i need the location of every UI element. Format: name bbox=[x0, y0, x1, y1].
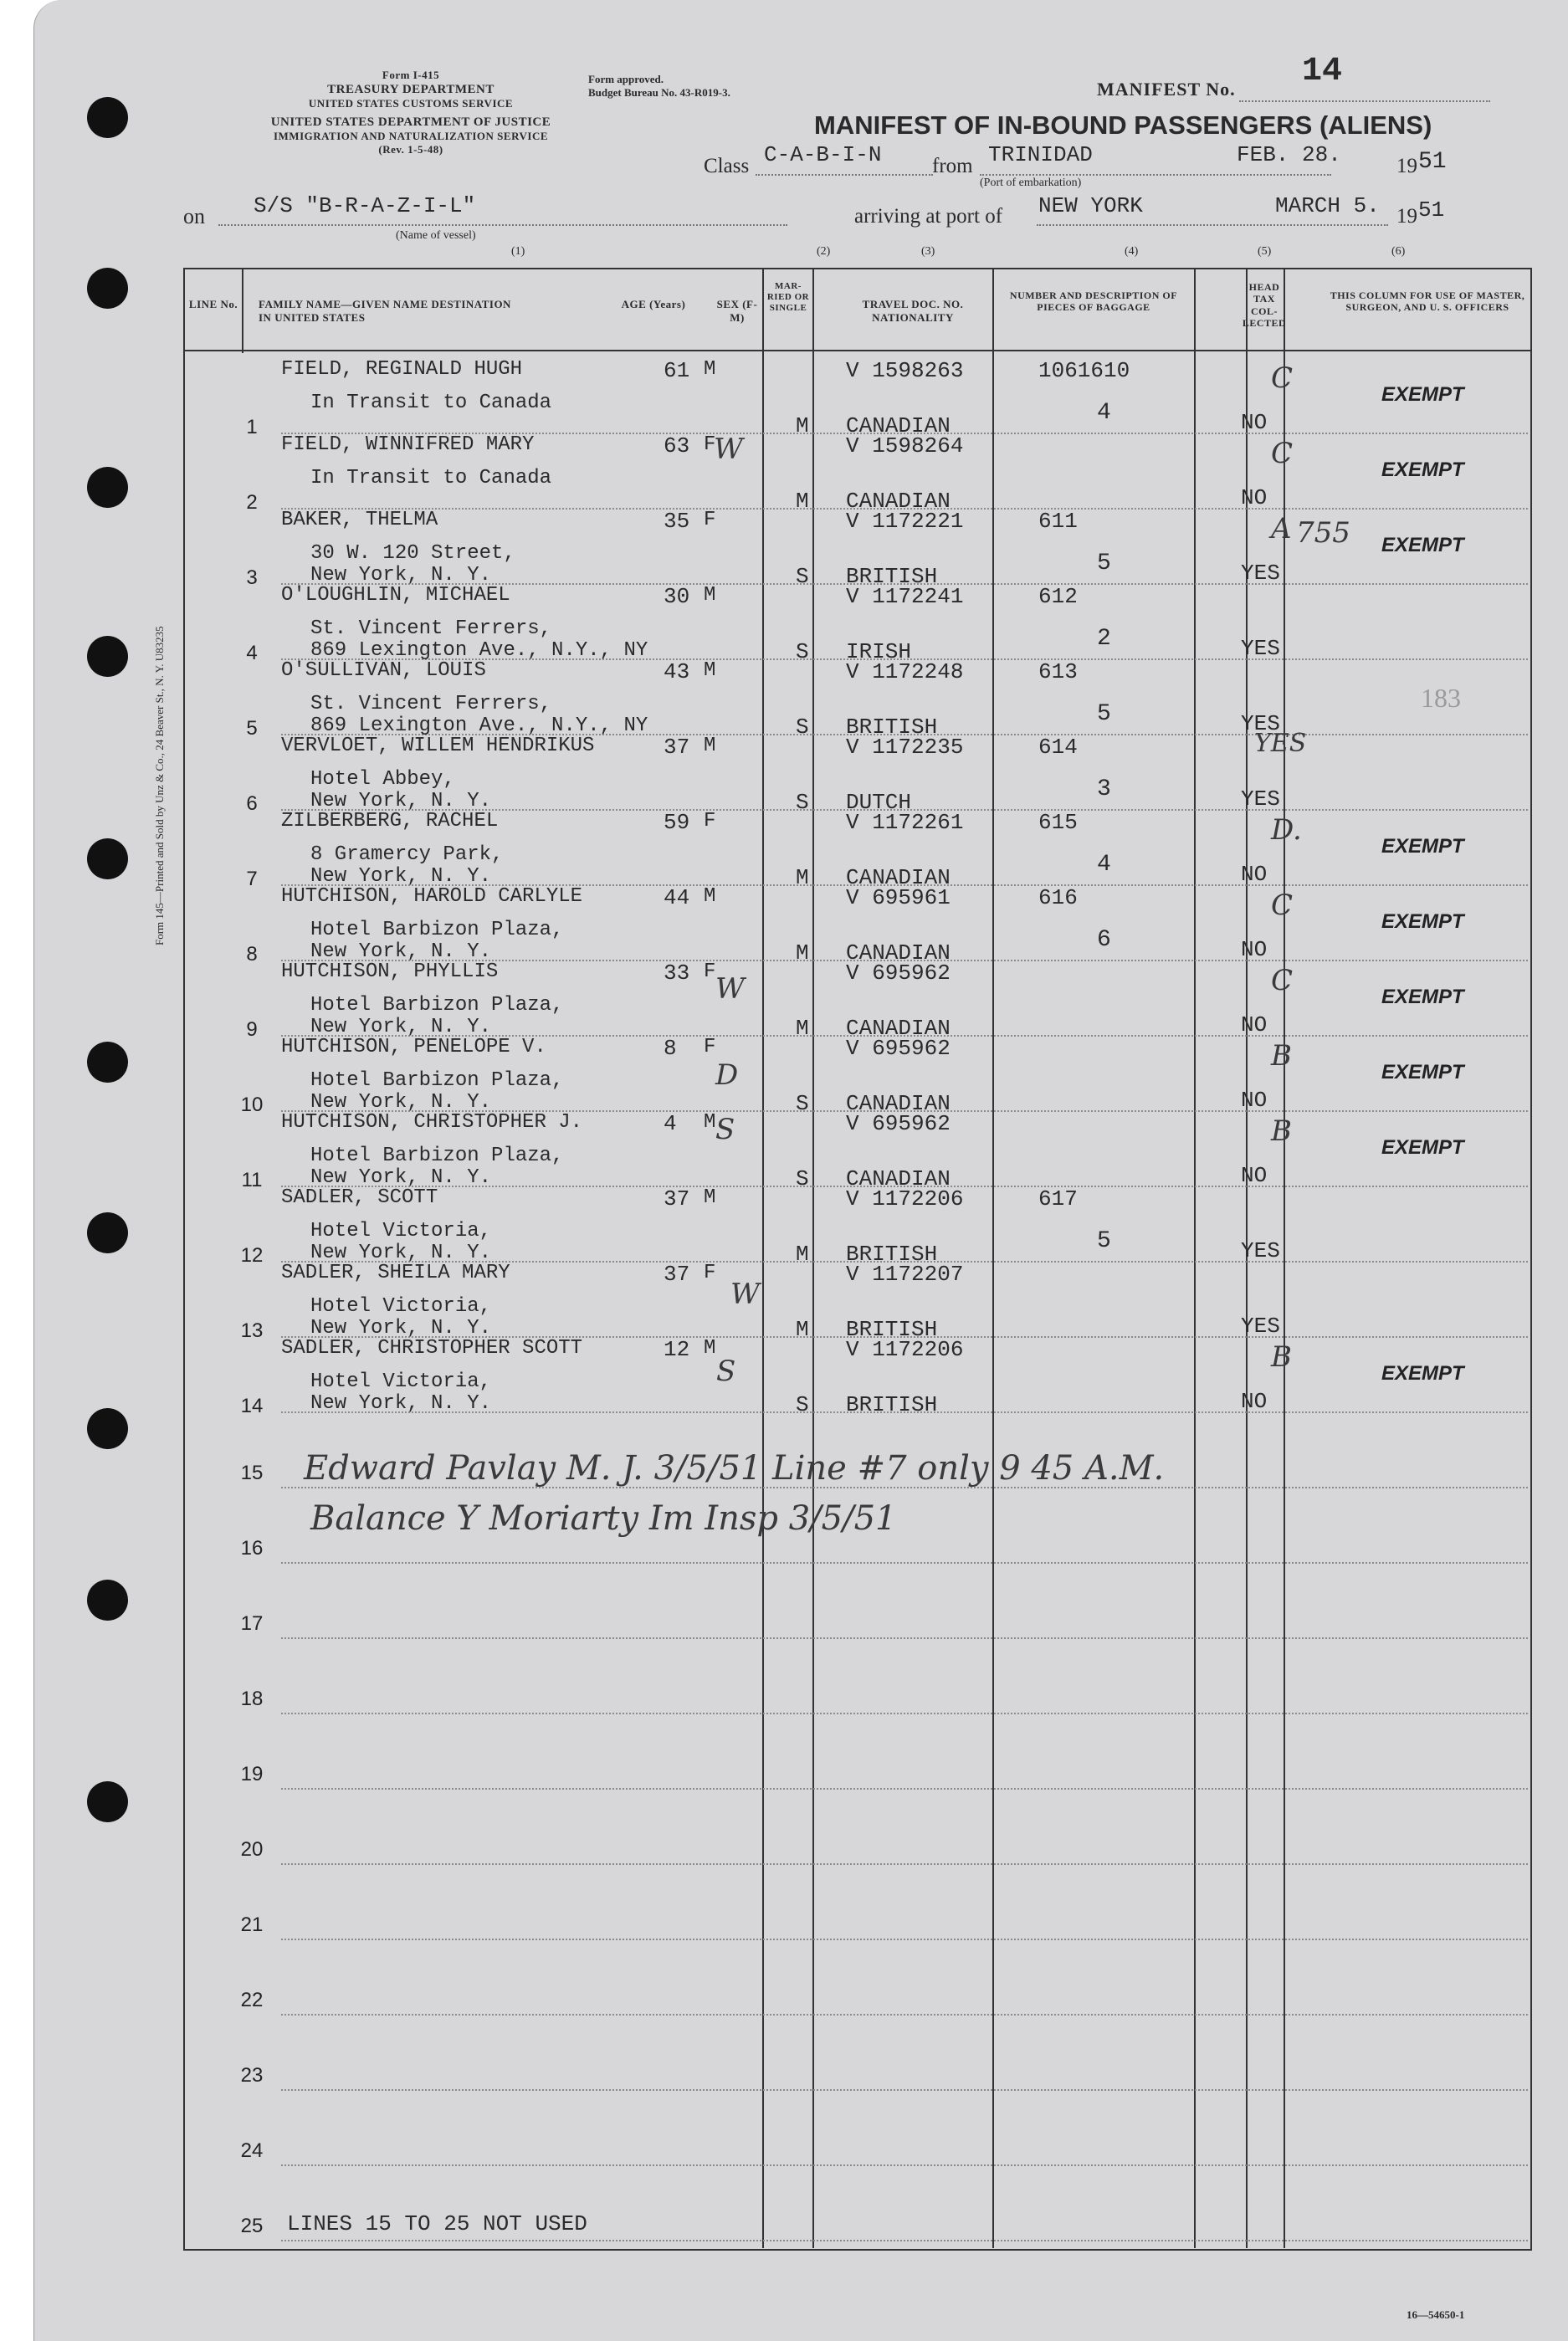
nationality: BRITISH bbox=[846, 564, 938, 589]
passenger-name: SADLER, SHEILA MARY bbox=[281, 1262, 510, 1284]
line-number: 20 bbox=[240, 1838, 264, 1861]
destination-line1: In Transit to Canada bbox=[310, 392, 552, 414]
head-tax: YES bbox=[1241, 1238, 1280, 1263]
travel-doc-no: V 1598264 bbox=[846, 433, 964, 458]
destination-line1: Hotel Victoria, bbox=[310, 1370, 492, 1393]
marital-status: M bbox=[796, 413, 809, 438]
col-divider bbox=[762, 269, 764, 2248]
line-number: 22 bbox=[240, 1989, 264, 2011]
travel-doc-no: V 1172248 bbox=[846, 659, 964, 684]
passenger-name: ZILBERBERG, RACHEL bbox=[281, 810, 499, 832]
destination-line1: St. Vincent Ferrers, bbox=[310, 693, 552, 715]
age: 35 bbox=[664, 509, 690, 534]
faint-stamp-number: 183 bbox=[1421, 683, 1461, 713]
class-label: Class bbox=[704, 155, 750, 177]
arrival-date: MARCH 5. bbox=[1275, 193, 1380, 218]
sex: F bbox=[704, 1262, 716, 1284]
sex: F bbox=[704, 433, 716, 456]
sex: M bbox=[704, 1111, 716, 1134]
punch-hole bbox=[87, 838, 128, 879]
destination-line1: Hotel Barbizon Plaza, bbox=[310, 1069, 564, 1092]
sex-mark: S bbox=[716, 1355, 736, 1388]
arrival-port: NEW YORK bbox=[1038, 193, 1143, 218]
sex: F bbox=[704, 509, 716, 531]
baggage-pieces: 5 bbox=[1097, 1228, 1111, 1254]
age: 4 bbox=[664, 1111, 677, 1136]
officer-mark: EXEMPT bbox=[1381, 458, 1464, 481]
marital-status: S bbox=[796, 790, 809, 815]
arr-year-prefix: 19 bbox=[1396, 205, 1417, 228]
passenger-name: O'LOUGHLIN, MICHAEL bbox=[281, 584, 510, 607]
line-number: 4 bbox=[246, 642, 258, 664]
class-code: C bbox=[1271, 964, 1294, 997]
dotted-line bbox=[756, 174, 933, 176]
class-code: B bbox=[1271, 1114, 1292, 1148]
nationality: CANADIAN bbox=[846, 489, 951, 514]
marital-status: M bbox=[796, 865, 809, 890]
col-num: (5) bbox=[1258, 245, 1272, 258]
age: 61 bbox=[664, 358, 690, 383]
header-officers: THIS COLUMN FOR USE OF MASTER, SURGEON, AND U. S. OFFICERS bbox=[1330, 289, 1525, 314]
line-number: 3 bbox=[246, 566, 258, 589]
punch-hole bbox=[87, 467, 128, 508]
officer-mark: EXEMPT bbox=[1381, 835, 1464, 858]
nationality: DUTCH bbox=[846, 790, 912, 815]
sex: M bbox=[704, 735, 716, 757]
destination-line1: 30 W. 120 Street, bbox=[310, 542, 515, 565]
punch-hole bbox=[87, 1042, 128, 1083]
marital-status: M bbox=[796, 940, 809, 966]
passenger-name: SADLER, SCOTT bbox=[281, 1186, 438, 1209]
baggage-pieces: 5 bbox=[1097, 701, 1111, 727]
sex: M bbox=[704, 1337, 716, 1360]
destination-line2: New York, N. Y. bbox=[310, 865, 492, 888]
col-divider bbox=[1194, 269, 1196, 2248]
passenger-name: VERVLOET, WILLEM HENDRIKUS bbox=[281, 735, 595, 757]
row-rule bbox=[281, 2089, 1528, 2091]
line-number: 9 bbox=[246, 1018, 258, 1041]
travel-doc-no: V 695962 bbox=[846, 1036, 951, 1061]
nationality: CANADIAN bbox=[846, 1166, 951, 1191]
agency-block bbox=[248, 69, 574, 156]
age: 37 bbox=[664, 735, 690, 760]
sex-mark: W bbox=[714, 433, 743, 466]
passenger-name: SADLER, CHRISTOPHER SCOTT bbox=[281, 1337, 583, 1360]
row-rule bbox=[281, 1788, 1528, 1790]
head-tax: YES bbox=[1241, 711, 1280, 736]
baggage-number: 616 bbox=[1038, 885, 1078, 910]
arriving-label: arriving at port of bbox=[854, 205, 1003, 228]
line-number: 5 bbox=[246, 717, 258, 740]
punch-hole bbox=[87, 268, 128, 309]
head-tax: NO bbox=[1241, 485, 1268, 510]
from-label: from bbox=[932, 155, 973, 177]
travel-doc-no: V 1172206 bbox=[846, 1186, 964, 1211]
printer-imprint: Form 145—Printed and Sold by Unz & Co., 24 Beaver St., N. Y. U83235 bbox=[153, 626, 166, 945]
revision: (Rev. 1-5-48) bbox=[378, 142, 443, 156]
officer-mark: EXEMPT bbox=[1381, 1061, 1464, 1083]
manifest-page bbox=[33, 0, 1568, 2341]
nationality: CANADIAN bbox=[846, 865, 951, 890]
baggage-number: 614 bbox=[1038, 735, 1078, 760]
header-age: AGE (Years) bbox=[621, 298, 686, 310]
travel-doc-no: V 1172207 bbox=[846, 1262, 964, 1287]
inspector-note-line15: Edward Pavlay M. J. 3/5/51 Line #7 only 9 45 A.M. bbox=[304, 1449, 1165, 1488]
baggage-number: 1061610 bbox=[1038, 358, 1130, 383]
header-baggage: NUMBER AND DESCRIPTION OF PIECES OF BAGGAGE bbox=[1009, 289, 1178, 314]
class-code: C bbox=[1271, 361, 1294, 395]
destination-line1: 8 Gramercy Park, bbox=[310, 843, 504, 866]
customs-service: UNITED STATES CUSTOMS SERVICE bbox=[308, 96, 514, 110]
header-line: LINE No. bbox=[188, 298, 238, 310]
head-tax: YES bbox=[1241, 1314, 1280, 1339]
line-number: 24 bbox=[240, 2139, 264, 2162]
dotted-line bbox=[218, 224, 787, 226]
baggage-pieces: 5 bbox=[1097, 551, 1111, 576]
col-num: (6) bbox=[1391, 245, 1406, 258]
arr-year: 51 bbox=[1418, 197, 1445, 223]
head-tax: YES bbox=[1241, 786, 1280, 812]
head-tax: NO bbox=[1241, 937, 1268, 962]
officer-mark: EXEMPT bbox=[1381, 383, 1464, 406]
age: 37 bbox=[664, 1186, 690, 1211]
baggage-pieces: 6 bbox=[1097, 927, 1111, 953]
destination-line2: New York, N. Y. bbox=[310, 1091, 492, 1114]
footer-code: 16—54650-1 bbox=[1407, 2308, 1465, 2321]
travel-doc-no: V 695961 bbox=[846, 885, 951, 910]
passenger-name: HUTCHISON, HAROLD CARLYLE bbox=[281, 885, 583, 908]
line-number: 13 bbox=[240, 1319, 264, 1342]
travel-doc-no: V 1172206 bbox=[846, 1337, 964, 1362]
head-tax: NO bbox=[1241, 1389, 1268, 1414]
header-rule bbox=[183, 350, 1530, 351]
line-number: 16 bbox=[240, 1537, 264, 1560]
officer-mark: EXEMPT bbox=[1381, 1362, 1464, 1385]
marital-status: M bbox=[796, 489, 809, 514]
row-rule bbox=[281, 2240, 1528, 2241]
sex: F bbox=[704, 810, 716, 832]
class-code: D. bbox=[1271, 813, 1302, 847]
col-divider bbox=[812, 269, 814, 2248]
officer-mark: EXEMPT bbox=[1381, 986, 1464, 1008]
row-rule bbox=[281, 2014, 1528, 2016]
lines-not-used-note: LINES 15 TO 25 NOT USED bbox=[287, 2211, 587, 2236]
punch-hole bbox=[87, 1408, 128, 1449]
head-tax: YES bbox=[1241, 636, 1280, 661]
head-tax: NO bbox=[1241, 1012, 1268, 1037]
class-value: C-A-B-I-N bbox=[764, 142, 882, 167]
row-rule bbox=[281, 1939, 1528, 1940]
marital-status: M bbox=[796, 1317, 809, 1342]
manifest-no-label: MANIFEST No. bbox=[1097, 79, 1236, 100]
baggage-pieces: 4 bbox=[1097, 852, 1111, 878]
destination-line1: St. Vincent Ferrers, bbox=[310, 617, 552, 640]
head-tax: YES bbox=[1241, 561, 1280, 586]
manifest-title: MANIFEST OF IN-BOUND PASSENGERS (ALIENS) bbox=[814, 110, 1432, 140]
passenger-name: FIELD, WINNIFRED MARY bbox=[281, 433, 535, 456]
passenger-name: FIELD, REGINALD HUGH bbox=[281, 358, 523, 381]
dotted-line bbox=[1239, 100, 1490, 102]
header-tax: HEAD TAX COL-LECTED bbox=[1242, 281, 1287, 330]
line-number: 1 bbox=[246, 416, 258, 438]
head-tax: NO bbox=[1241, 1163, 1268, 1188]
destination-line1: Hotel Victoria, bbox=[310, 1220, 492, 1242]
marital-status: M bbox=[796, 1016, 809, 1041]
vessel-caption: (Name of vessel) bbox=[396, 229, 476, 242]
destination-line1: Hotel Barbizon Plaza, bbox=[310, 994, 564, 1017]
marital-status: S bbox=[796, 715, 809, 740]
dotted-line bbox=[980, 174, 1331, 176]
justice-dept: UNITED STATES DEPARTMENT OF JUSTICE bbox=[270, 115, 551, 130]
passenger-name: O'SULLIVAN, LOUIS bbox=[281, 659, 486, 682]
destination-line1: In Transit to Canada bbox=[310, 467, 552, 489]
sex-mark: W bbox=[715, 972, 745, 1006]
destination-line1: Hotel Abbey, bbox=[310, 768, 455, 791]
baggage-number: 615 bbox=[1038, 810, 1078, 835]
sex-mark: W bbox=[730, 1278, 760, 1311]
row-rule bbox=[281, 2164, 1528, 2166]
baggage-number: 613 bbox=[1038, 659, 1078, 684]
destination-line2: New York, N. Y. bbox=[310, 1166, 492, 1189]
age: 8 bbox=[664, 1036, 677, 1061]
line-number: 23 bbox=[240, 2064, 264, 2087]
destination-line2: New York, N. Y. bbox=[310, 1016, 492, 1038]
col-divider bbox=[242, 269, 243, 353]
destination-line1: Hotel Barbizon Plaza, bbox=[310, 1145, 564, 1167]
head-tax: NO bbox=[1241, 410, 1268, 435]
destination-line2: 869 Lexington Ave., N.Y., NY bbox=[310, 715, 648, 737]
on-label: on bbox=[183, 204, 205, 228]
punch-hole bbox=[87, 1212, 128, 1253]
line-number: 10 bbox=[240, 1094, 264, 1116]
travel-doc-no: V 1172261 bbox=[846, 810, 964, 835]
line-number: 19 bbox=[240, 1763, 264, 1785]
header-sex: SEX (F-M) bbox=[716, 298, 758, 324]
head-tax: NO bbox=[1241, 1088, 1268, 1113]
line-number: 2 bbox=[246, 491, 258, 514]
row-rule bbox=[281, 1637, 1528, 1639]
baggage-number: 617 bbox=[1038, 1186, 1078, 1211]
age: 33 bbox=[664, 960, 690, 986]
nationality: BRITISH bbox=[846, 1317, 938, 1342]
officer-mark: EXEMPT bbox=[1381, 1136, 1464, 1159]
nationality: BRITISH bbox=[846, 1392, 938, 1417]
line-number: 25 bbox=[240, 2215, 264, 2237]
sex-mark: D bbox=[715, 1058, 739, 1092]
embark-caption: (Port of embarkation) bbox=[980, 177, 1082, 189]
sex: M bbox=[704, 659, 716, 682]
budget-bureau: Budget Bureau No. 43-R019-3. bbox=[588, 86, 730, 99]
age: 63 bbox=[664, 433, 690, 458]
col-divider bbox=[1284, 269, 1285, 2248]
passenger-name: BAKER, THELMA bbox=[281, 509, 438, 531]
sex: F bbox=[704, 1036, 716, 1058]
marital-status: S bbox=[796, 564, 809, 589]
line6-tax-handwritten: YES bbox=[1254, 729, 1307, 758]
class-code: C bbox=[1271, 889, 1294, 922]
form-number: Form I-415 bbox=[382, 69, 440, 81]
header-name: FAMILY NAME—GIVEN NAME DESTINATION IN UNITED STATES bbox=[259, 298, 511, 324]
line-number: 7 bbox=[246, 868, 258, 890]
vessel-name: S/S "B-R-A-Z-I-L" bbox=[254, 193, 476, 218]
dep-year-prefix: 19 bbox=[1396, 155, 1417, 177]
class-code: B bbox=[1271, 1340, 1292, 1374]
manifest-no: 14 bbox=[1302, 53, 1343, 90]
header-travel: TRAVEL DOC. NO. NATIONALITY bbox=[862, 298, 964, 324]
age: 43 bbox=[664, 659, 690, 684]
nationality: BRITISH bbox=[846, 715, 938, 740]
line-number: 15 bbox=[240, 1462, 264, 1484]
baggage-number: 612 bbox=[1038, 584, 1078, 609]
age: 37 bbox=[664, 1262, 690, 1287]
nationality: CANADIAN bbox=[846, 1016, 951, 1041]
col-num: (1) bbox=[511, 245, 525, 258]
class-code: A bbox=[1271, 512, 1292, 546]
header-married: MAR-RIED OR SINGLE bbox=[766, 281, 810, 314]
line-number: 17 bbox=[240, 1612, 264, 1635]
nationality: CANADIAN bbox=[846, 413, 951, 438]
age: 30 bbox=[664, 584, 690, 609]
age: 44 bbox=[664, 885, 690, 910]
passenger-name: HUTCHISON, PENELOPE V. bbox=[281, 1036, 546, 1058]
nationality: CANADIAN bbox=[846, 940, 951, 966]
marital-status: S bbox=[796, 1166, 809, 1191]
baggage-pieces: 4 bbox=[1097, 400, 1111, 426]
departure-date: FEB. 28. bbox=[1237, 142, 1341, 167]
dep-year: 51 bbox=[1418, 149, 1447, 175]
punch-hole bbox=[87, 1580, 128, 1621]
line-number: 14 bbox=[240, 1395, 264, 1417]
col-num: (4) bbox=[1125, 245, 1139, 258]
punch-hole bbox=[87, 636, 128, 677]
destination-line2: New York, N. Y. bbox=[310, 1392, 492, 1415]
age: 12 bbox=[664, 1337, 690, 1362]
sex: M bbox=[704, 584, 716, 607]
baggage-pieces: 3 bbox=[1097, 776, 1111, 802]
class-code: C bbox=[1271, 437, 1294, 470]
destination-line2: New York, N. Y. bbox=[310, 564, 492, 587]
line-number: 11 bbox=[241, 1169, 263, 1191]
marital-status: M bbox=[796, 1242, 809, 1267]
nationality: CANADIAN bbox=[846, 1091, 951, 1116]
travel-doc-no: V 1172221 bbox=[846, 509, 964, 534]
ins-service: IMMIGRATION AND NATURALIZATION SERVICE bbox=[273, 130, 549, 143]
line-number: 6 bbox=[246, 792, 258, 815]
sex-mark: S bbox=[715, 1113, 735, 1146]
passenger-name: HUTCHISON, PHYLLIS bbox=[281, 960, 499, 983]
destination-line1: Hotel Victoria, bbox=[310, 1295, 492, 1318]
destination-line2: New York, N. Y. bbox=[310, 1242, 492, 1264]
marital-status: S bbox=[796, 1091, 809, 1116]
line-number: 21 bbox=[240, 1913, 264, 1936]
treasury-dept: TREASURY DEPARTMENT bbox=[327, 82, 494, 96]
head-tax: NO bbox=[1241, 862, 1268, 887]
margin-number-755: 755 bbox=[1296, 516, 1350, 550]
form-approved: Form approved. bbox=[588, 73, 664, 85]
embark-port: TRINIDAD bbox=[988, 142, 1093, 167]
row-rule bbox=[281, 1562, 1528, 1564]
nationality: IRISH bbox=[846, 639, 912, 664]
baggage-number: 611 bbox=[1038, 509, 1078, 534]
destination-line2: New York, N. Y. bbox=[310, 1317, 492, 1340]
line-number: 18 bbox=[240, 1688, 264, 1710]
travel-doc-no: V 695962 bbox=[846, 1111, 951, 1136]
destination-line2: New York, N. Y. bbox=[310, 940, 492, 963]
travel-doc-no: V 1172241 bbox=[846, 584, 964, 609]
travel-doc-no: V 695962 bbox=[846, 960, 951, 986]
sex: M bbox=[704, 885, 716, 908]
row-rule bbox=[281, 1863, 1528, 1865]
destination-line2: 869 Lexington Ave., N.Y., NY bbox=[310, 639, 648, 662]
baggage-pieces: 2 bbox=[1097, 626, 1111, 652]
destination-line1: Hotel Barbizon Plaza, bbox=[310, 919, 564, 941]
marital-status: S bbox=[796, 639, 809, 664]
officer-mark: EXEMPT bbox=[1381, 534, 1464, 556]
sex: M bbox=[704, 358, 716, 381]
marital-status: S bbox=[796, 1392, 809, 1417]
sex: F bbox=[704, 960, 716, 983]
destination-line2: New York, N. Y. bbox=[310, 790, 492, 812]
col-num: (3) bbox=[921, 245, 935, 258]
line-number: 8 bbox=[246, 943, 258, 966]
age: 59 bbox=[664, 810, 690, 835]
officer-mark: EXEMPT bbox=[1381, 910, 1464, 933]
punch-hole bbox=[87, 97, 128, 138]
travel-doc-no: V 1172235 bbox=[846, 735, 964, 760]
passenger-name: HUTCHISON, CHRISTOPHER J. bbox=[281, 1111, 583, 1134]
row-rule bbox=[281, 1713, 1528, 1714]
nationality: BRITISH bbox=[846, 1242, 938, 1267]
class-code: B bbox=[1271, 1039, 1292, 1073]
travel-doc-no: V 1598263 bbox=[846, 358, 964, 383]
col-num: (2) bbox=[817, 245, 831, 258]
dotted-line bbox=[1037, 224, 1388, 226]
punch-hole bbox=[87, 1781, 128, 1822]
col-divider bbox=[992, 269, 994, 2248]
inspector-note-line16: Balance Y Moriarty Im Insp 3/5/51 bbox=[310, 1499, 897, 1538]
line-number: 12 bbox=[240, 1244, 264, 1267]
sex: M bbox=[704, 1186, 716, 1209]
